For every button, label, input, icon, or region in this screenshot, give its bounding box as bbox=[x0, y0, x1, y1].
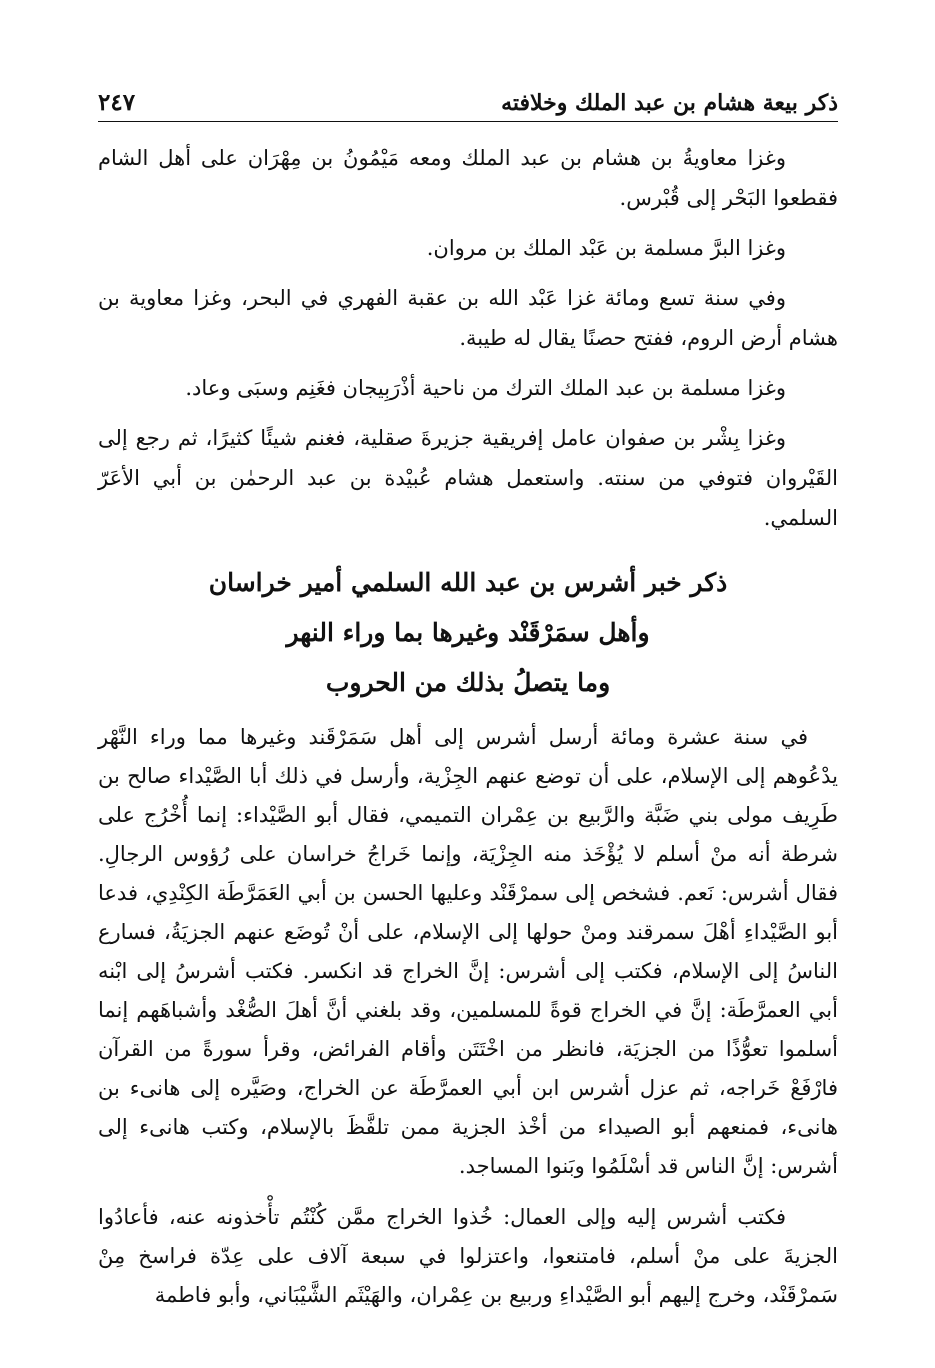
paragraph-5: وغزا بِشْر بن صفوان عامل إفريقية جزيرةَ صقلية، فغنم شيئًا كثيرًا، ثم رجع إلى القَيْروان فتوفي من سنته. واستعمل هشام عُبيْدة بن عبد الرحمٰن بن أبي الأعَرّ السلمي. bbox=[98, 426, 838, 530]
section-title-line-3: وما يتصلُ بذلك من الحروب bbox=[325, 668, 611, 697]
running-title: ذكر بيعة هشام بن عبد الملك وخلافته bbox=[501, 90, 838, 116]
top-text-block bbox=[98, 138, 838, 538]
header-rule bbox=[98, 121, 838, 122]
section-title-line-2: وأهل سمَرْقَنْد وغيرها بما وراء النهر bbox=[286, 618, 650, 647]
paragraph-7: فكتب أشرس إليه وإلى العمال: خُذوا الخراج ممَّن كُنْتُم تأْخذونه عنه، فأعادُوا الجزيةَ على منْ أسلم، فامتنعوا، واعتزلوا في سبعة آلاف على عِدّة فراسخ مِنْ سَمرْقَنْد، وخرج إليهم أبو الصَّيْداءِ وربيع بن عِمْران، والهَيْثَم الشَّيْبَاني، وأبو فاطمة bbox=[98, 1205, 838, 1307]
paragraph-3: وفي سنة تسع ومائة غزا عَبْد الله بن عقبة الفهري في البحر، وغزا معاوية بن هشام أرض الروم، ففتح حصنًا يقال له طيبة. bbox=[98, 286, 838, 350]
paragraph-2: وغزا البرَّ مسلمة بن عَبْد الملك بن مروان. bbox=[426, 236, 786, 260]
page-number: ٢٤٧ bbox=[98, 89, 136, 116]
paragraph-6: في سنة عشرة ومائة أرسل أشرس إلى أهل سَمَرْقَند وغيرها مما وراء النَّهْر يدْعُوهم إلى الإسلام، على أن توضع عنهم الجِزْية، وأرسل في ذلك أبا الصَّيْداء صالح بن طَرِيف مولى بني ضَبَّة والرَّبيع بن عِمْران التميمي، فقال أبو الصَّيْداء: إنما أُخْرُج على شرطة أنه منْ أسلم لا يُؤْخَذ منه الجِزْيَة، وإنما خَراجُ خراسان على رُؤوس الرجالِ. فقال أشرس: نَعم. فشخص إلى سمرْقَنْد وعليها الحسن بن أبي العَمَرَّطَة الكِنْدِي، فدعا أبو الصَّيْداءِ أهْلَ سمرقند ومنْ حولها إلى الإسلام، على أنْ تُوضَع عنهم الجزيَةُ، فسارع الناسُ إلى الإسلام، فكتب إلى أشرس: إنَّ الخراج قد انكسر. فكتب أشرسُ إلى ابْنه أبي العمرَّطَة: إنَّ في الخراج قوةً للمسلمين، وقد بلغني أنَّ أهلَ الصُّغْد وأشباهَهم إنما أسلموا تعوُّذًا من الجزيَة، فانظر من اخْتَتَن وأقام الفرائض، وقرأ سورةً من القرآن فارْفَعْ خَراجه، ثم عزل أشرس ابن أبي العمرَّطَة عن الخراج، وصَيَّره إلى هانىء بن هانىء، فمنعهم أبو الصيداء من أخْذ الجزية ممن تلفَّظَ بالإسلام، وكتب هانىء إلى أشرس: إنَّ الناس قد أسْلَمُوا وبَنوا المساجد. bbox=[98, 725, 838, 1178]
bottom-text-block bbox=[98, 718, 838, 1315]
section-heading bbox=[98, 558, 838, 708]
paragraph-1: وغزا معاويةُ بن هشام بن عبد الملك ومعه مَيْمُونُ بن مِهْرَان على أهل الشام فقطعوا البَحْر إلى قُبْرس. bbox=[98, 146, 838, 210]
paragraph-4: وغزا مسلمة بن عبد الملك الترك من ناحية أذْرَبِيجان فغَنِم وسبَى وعاد. bbox=[185, 376, 786, 400]
page-header bbox=[98, 84, 838, 118]
section-title-line-1: ذكر خبر أشرس بن عبد الله السلمي أمير خراسان bbox=[208, 568, 728, 597]
